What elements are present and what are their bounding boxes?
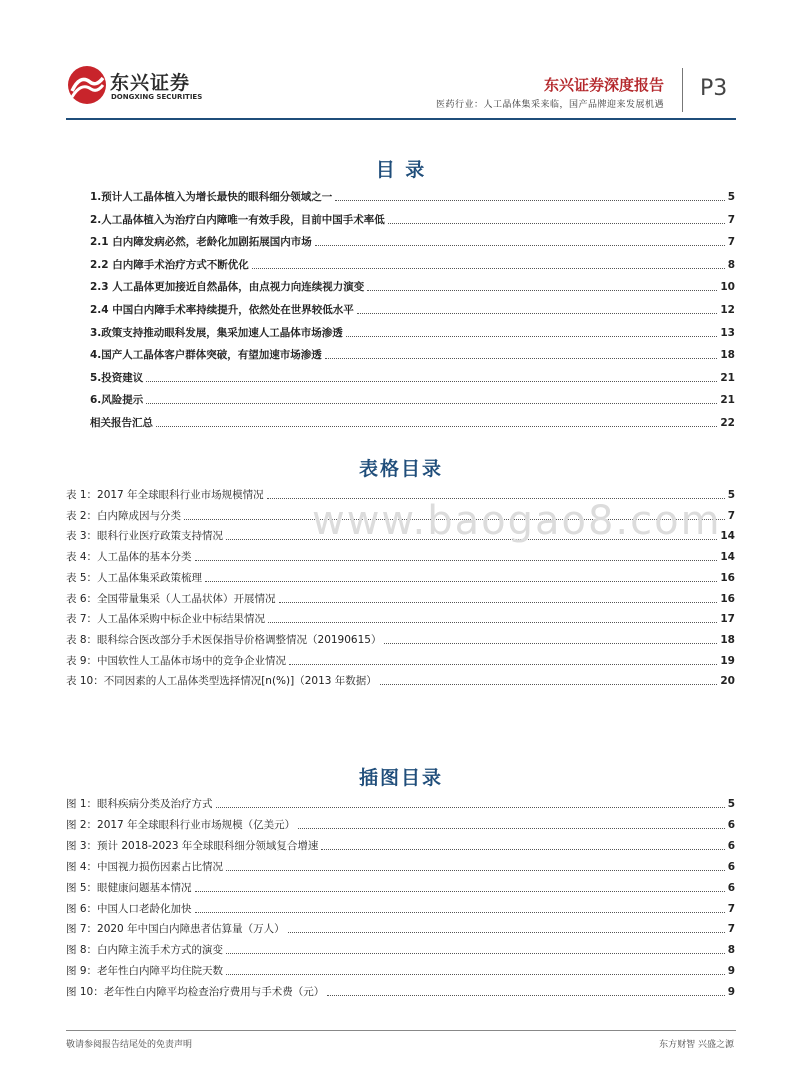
entry-page-number: 17 [720,613,735,626]
tables-title: 表格目录 [358,458,443,480]
contents-entry[interactable] [90,235,735,249]
entry-page-number: 7 [727,902,735,915]
entry-page-number: 6 [727,839,735,852]
figures-entry[interactable] [66,943,735,957]
entry-page-number: 10 [720,281,735,294]
entry-title: 表 3：眼科行业医疗政策支持情况 [66,530,224,543]
figures-entry[interactable] [66,964,735,978]
dot-leader [384,642,717,644]
entry-title: 图 2：2017 年全球眼科行业市场规模（亿美元） [66,818,296,831]
contents-entry[interactable] [90,348,735,362]
entry-title: 图 3：预计 2018-2023 年全球眼科细分领域复合增速 [66,839,319,852]
entry-title: 表 8：眼科综合医改部分手术医保指导价格调整情况（20190615） [66,633,382,646]
contents-entry[interactable] [90,371,735,385]
contents-entry[interactable] [90,326,735,340]
figures-entry[interactable] [66,818,735,832]
report-title: 东兴证券深度报告 [543,76,664,94]
entry-page-number: 22 [720,417,735,429]
contents-entry[interactable] [90,303,735,317]
entry-title: 2.1 白内障发病必然，老龄化加剧拓展国内市场 [90,236,312,249]
dot-leader [146,380,717,382]
figures-entry[interactable] [66,902,735,916]
footer-disclaimer: 敬请参阅报告结尾处的免责声明 [66,1040,193,1050]
entry-page-number: 6 [727,818,735,831]
tables-entry[interactable] [66,674,735,688]
entry-page-number: 16 [720,571,735,584]
contents-entry[interactable] [90,213,735,227]
header-rule [66,118,736,120]
entry-page-number: 13 [720,326,735,339]
entry-title: 4.国产人工晶体客户群体突破，有望加速市场渗透 [90,349,322,362]
footer-slogan: 东方财智 兴盛之源 [659,1040,734,1050]
figures-title: 插图目录 [358,767,443,789]
tables-entry[interactable] [66,550,735,564]
dot-leader [335,199,724,201]
figures-entry[interactable] [66,860,735,874]
tables-entry[interactable] [66,633,735,647]
entry-title: 2.人工晶体植入为治疗白内障唯一有效手段，目前中国手术率低 [90,213,385,226]
entry-title: 2.3 人工晶体更加接近自然晶体，由点视力向连续视力演变 [90,281,365,294]
entry-page-number: 7 [727,923,735,936]
entry-title: 表 10：不同因素的人工晶体类型选择情况[n(%)]（2013 年数据） [66,675,377,688]
entry-title: 5.投资建议 [90,371,144,384]
entry-page-number: 9 [727,965,735,978]
dot-leader [205,580,717,582]
dongxing-logo-icon [66,64,108,106]
dot-leader [195,911,725,913]
dot-leader [380,683,718,685]
entry-page-number: 14 [720,530,735,543]
entry-page-number: 14 [720,551,735,564]
entry-page-number: 21 [720,371,735,384]
entry-page-number: 21 [720,394,735,407]
entry-title: 图 1：眼科疾病分类及治疗方式 [66,798,213,810]
dot-leader [226,973,725,975]
entry-page-number: 5 [727,191,735,203]
dot-leader [289,663,717,665]
entry-title: 1.预计人工晶体植入为增长最快的眼科细分领域之一 [90,191,333,203]
dot-leader [216,806,725,808]
entry-page-number: 7 [727,213,735,226]
dot-leader [268,621,717,623]
entry-page-number: 6 [727,860,735,873]
entry-title: 表 9：中国软性人工晶体市场中的竞争企业情况 [66,654,287,667]
entry-title: 相关报告汇总 [90,417,153,429]
entry-page-number: 7 [727,509,735,522]
report-subtitle: 医药行业：人工晶体集采来临，国产品牌迎来发展机遇 [435,100,664,110]
dot-leader [226,869,725,871]
entry-page-number: 6 [727,881,735,894]
entry-title: 6.风险提示 [90,394,144,407]
entry-title: 图 6：中国人口老龄化加快 [66,902,192,915]
entry-title: 表 7：人工晶体采购中标企业中标结果情况 [66,613,266,626]
header-divider [682,68,683,112]
dot-leader [146,402,717,404]
figures-entry[interactable] [66,881,735,895]
entry-page-number: 8 [727,944,735,957]
entry-title: 3.政策支持推动眼科发展，集采加速人工晶体市场渗透 [90,326,343,339]
logo-text-en: DONGXING SECURITIES [111,93,203,101]
contents-entry[interactable] [90,190,735,204]
figures-entry[interactable] [66,839,735,853]
contents-title: 目 录 [375,159,427,181]
footer-rule [66,1030,736,1031]
dot-leader [325,357,718,359]
watermark: www.baogao8.com [312,498,722,544]
logo-text-cn: 东兴证券 [110,72,191,94]
entry-page-number: 16 [720,592,735,605]
entry-page-number: 12 [720,304,735,316]
tables-entry[interactable] [66,592,735,606]
entry-title: 表 2：白内障成因与分类 [66,509,182,522]
company-logo [66,64,216,112]
entry-title: 2.4 中国白内障手术率持续提升，依然处在世界较低水平 [90,304,354,316]
entry-title: 图 9：老年性白内障平均住院天数 [66,965,224,978]
entry-title: 表 5：人工晶体集采政策梳理 [66,571,203,584]
entry-page-number: 7 [727,236,735,249]
entry-page-number: 8 [727,258,735,271]
contents-entry[interactable] [90,393,735,407]
entry-page-number: 9 [727,986,735,999]
figures-entry[interactable] [66,922,735,936]
contents-entry[interactable] [90,258,735,272]
entry-title: 图 10：老年性白内障平均检查治疗费用与手术费（元） [66,986,325,999]
dot-leader [367,289,717,291]
dot-leader [327,994,724,996]
dot-leader [156,425,717,427]
entry-page-number: 5 [727,798,735,810]
dot-leader [357,312,718,314]
entry-page-number: 5 [727,489,735,501]
tables-entry[interactable] [66,571,735,585]
entry-page-number: 18 [720,633,735,646]
dot-leader [315,244,725,246]
entry-title: 图 4：中国视力损伤因素占比情况 [66,860,224,873]
figures-entry[interactable] [66,985,735,999]
contents-entry[interactable] [90,280,735,294]
dot-leader [226,952,725,954]
contents-entry[interactable] [90,416,735,430]
dot-leader [346,335,718,337]
figures-entry[interactable] [66,797,735,811]
entry-title: 图 8：白内障主流手术方式的演变 [66,944,224,957]
dot-leader [288,931,725,933]
page-number: P3 [700,76,728,101]
entry-page-number: 20 [720,675,735,688]
dot-leader [279,601,718,603]
entry-page-number: 19 [720,654,735,667]
entry-page-number: 18 [720,349,735,362]
dot-leader [252,267,725,269]
entry-title: 表 4：人工晶体的基本分类 [66,551,192,564]
dot-leader [321,848,724,850]
entry-title: 表 6：全国带量集采（人工晶状体）开展情况 [66,592,276,605]
dot-leader [195,559,718,561]
entry-title: 图 5：眼健康问题基本情况 [66,881,192,894]
dot-leader [298,827,725,829]
dot-leader [195,890,725,892]
dot-leader [388,222,725,224]
entry-title: 2.2 白内障手术治疗方式不断优化 [90,258,249,271]
tables-entry[interactable] [66,654,735,668]
tables-entry[interactable] [66,612,735,626]
entry-title: 图 7：2020 年中国白内障患者估算量（万人） [66,923,285,936]
entry-title: 表 1：2017 年全球眼科行业市场规模情况 [66,489,264,501]
